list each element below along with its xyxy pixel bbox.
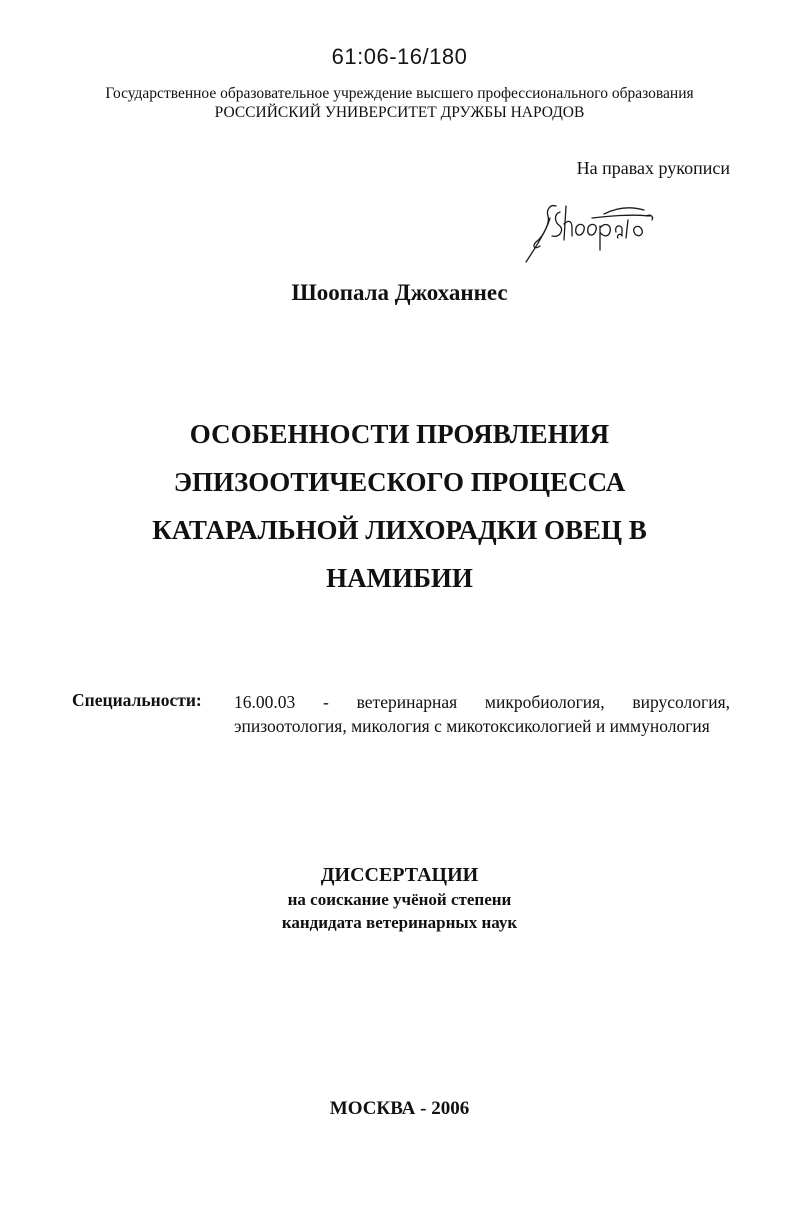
degree-block xyxy=(0,862,799,934)
author-name: Шоопала Джоханнес xyxy=(291,280,508,305)
author-signature xyxy=(520,192,680,266)
specialty-description: 16.00.03 - ветеринарная микробиология, вирусология, эпизоотология, микология с микотоксикологией и иммунология xyxy=(234,692,730,736)
institution-type: Государственное образовательное учреждение высшего профессионального образования xyxy=(105,85,694,102)
institution-block xyxy=(0,84,799,122)
degree-type: ДИССЕРТАЦИИ xyxy=(320,864,479,886)
degree-purpose: на соискание учёной степени xyxy=(287,890,512,909)
manuscript-rights-note: На правах рукописи xyxy=(576,158,730,178)
university-name: РОССИЙСКИЙ УНИВЕРСИТЕТ ДРУЖБЫ НАРОДОВ xyxy=(214,104,585,121)
specialty-label: Специальности: xyxy=(72,690,202,710)
title-line: ЭПИЗООТИЧЕСКОГО ПРОЦЕССА xyxy=(173,467,626,497)
degree-field: кандидата ветеринарных наук xyxy=(281,913,518,932)
title-line: КАТАРАЛЬНОЙ ЛИХОРАДКИ ОВЕЦ В xyxy=(152,515,647,545)
title-line: ОСОБЕННОСТИ ПРОЯВЛЕНИЯ xyxy=(189,419,610,449)
catalog-code: 61:06-16/180 xyxy=(331,44,468,69)
title-line: НАМИБИИ xyxy=(326,563,473,593)
dissertation-title xyxy=(0,410,799,602)
city-year: МОСКВА - 2006 xyxy=(329,1098,470,1119)
